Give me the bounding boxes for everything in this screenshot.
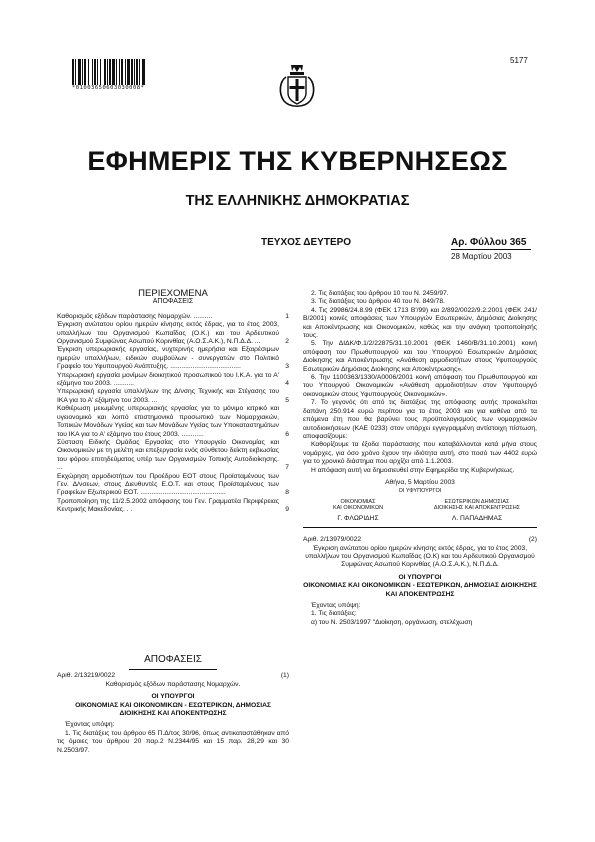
issue-label: ΤΕΥΧΟΣ ΔΕΥΤΕΡΟ [261,237,352,248]
coat-of-arms-icon [274,55,320,113]
contents-item-page: 9 [285,506,289,514]
left-role-2: ΚΑΙ ΟΙΚΟΝΟΜΙΚΩΝ [332,505,384,512]
sheet-number: Αρ. Φύλλου 365 [451,237,527,248]
decision-number: (1) [280,672,289,680]
contents-item [57,372,289,389]
signature-roles [303,499,537,512]
paragraph: 4. Τις 29986/24.8.99 (ΦΕΚ 1713 Β'/99) και 2/892/0022/9.2.2001 (ΦΕΚ 241/Β/2001) κοινές αποφάσεις των Υπουργών Εσωτερικών, Δημόσιας Διοίκησης και Αποκέντρωσης και Οικονομικών, καθώς και την ανάγκη τροποποίησής τους. [303,306,537,340]
barcode-number: *01003650603030008* [72,85,145,91]
decision-1 [57,656,289,755]
contents-item [57,473,289,498]
gazette-subtitle: ΤΗΣ ΕΛΛΗΝΙΚΗΣ ΔΗΜΟΚΡΑΤΙΑΣ [185,193,410,209]
decision-1-continued [303,290,537,475]
paragraph: 5. Την ΔΙΔΚ/Φ.1/2/22875/31.10.2001 (ΦΕΚ 1460/Β/31.10.2001) κοινή απόφαση του Πρωθυπουργού και του Υπουργού Εσωτερικών Δημόσιας Διοίκησης και Αποκέντρωσης «Ανάθεση αρμοδιοτήτων στους Υφυπουργούς Εσωτερικών Δημόσιας Διοίκησης και Αποκέντρωσης». [303,340,537,373]
page-number: 5177 [510,56,528,65]
contents-item-page: 1 [285,312,289,320]
barcode [72,59,188,93]
left-role-1: ΟΙΚΟΝΟΜΙΑΣ [340,498,376,505]
barcode-bar [145,59,146,85]
contents-item-text: Έγκριση υπερωριακής εργασίας, νυχτερινής ημερήσια και Εξαιρέσιμων ημερών υπαλλήλων, ειδικών συμβούλων - συνεργατών στο Πολιτικό Γραφείο του Υφυπουργού Ανάπτυξης. ...................................... [57,346,279,371]
paragraph: 7. Το γεγονός ότι από τις διατάξεις της απόφασης αυτής προκαλείται δαπάνη 250.914 ευρώ περίπου για το έτος 2003 και για καθένα από τα επόμενα έτη που θα βαρύνει τους προϋπολογισμούς των νομαρχιακών αυτοδιοικήσεων (ΚΑΕ 0233) στον υπάρχει εγγεγραμμένη αντίστοιχη πίστωση, αποφασίζουμε: [303,399,537,440]
contents-section [57,290,289,515]
right-signatory: Λ. ΠΑΠΑΔΗΜΑΣ [451,514,503,522]
having-regard: Έχοντας υπόψη: [311,602,361,609]
contents-item-text: Καθορισμός εξόδων παράστασης Νομαρχών. .......... [57,312,213,320]
divider [129,669,217,670]
signature-names [303,515,537,523]
left-signatory: Γ. ΦΛΩΡΙΔΗΣ [337,514,379,522]
contents-item-text: Υπερωριακή εργασία υπαλλήλων της Δ/νσης Τεχνικής και Στέγασης του ΙΚΑ για το Α' εξάμηνο του 2003. ... [57,388,279,404]
paragraph: Καθορίζουμε τα έξοδα παράστασης που καταβάλλονται κατά μήνα στους νομάρχες, για όσο χρόνο έχουν την ιδιότητα αυτή, στο ποσό των 4402 ευρώ για το χρονικό διάστημα που αρχίζει από 1.1.2003. [303,441,537,466]
contents-subheading: ΑΠΟΦΑΣΕΙΣ [152,298,194,306]
decision-ref: Αριθ. 2/13219/0022 [57,672,116,680]
contents-item-text: Έγκριση ανώτατου ορίου ημερών κίνησης εκτός έδρας, για το έτος 2003, υπαλλήλων του Οργανισμού Κωπαΐδας (Ο.Κ.) και του Αρδευτικού Οργανισμού Συμφώνας Ασωπού Κορινθίας (Α.Ο.Σ.Α.Κ.), Ν.Π.Δ.Δ. ... [57,321,279,346]
divider [303,527,537,528]
right-column [303,290,537,627]
decision-2 [303,536,537,627]
ministries: ΟΙΚΟΝΟΜΙΑΣ ΚΑΙ ΟΙΚΟΝΟΜΙΚΩΝ - ΕΣΩΤΕΡΙΚΩΝ, ΔΗΜΟΣΙΑΣ ΔΙΟΙΚΗΣΗΣ ΚΑΙ ΑΠΟΚΕΝΤΡΩΣΗΣ [75,701,271,718]
contents-item [57,405,289,439]
ministries: ΟΙΚΟΝΟΜΙΑΣ ΚΑΙ ΟΙΚΟΝΟΜΙΚΩΝ - ΕΣΩΤΕΡΙΚΩΝ, ΔΗΜΟΣΙΑΣ ΔΙΟΙΚΗΣΗΣ ΚΑΙ ΑΠΟΚΕΝΤΡΩΣΗΣ [303,582,537,598]
paragraph: 6. Την 1100363/1330/Α0006/2001 κοινή απόφαση του Πρωθυπουργού και του Υπουργού Οικονομικών «Ανάθεση αρμοδιοτήτων στον Υφυπουργό οικονομικών στους Υφυπουργούς Οικονομικών». [303,374,537,398]
contents-item-text: Σύσταση Ειδικής Ομάδας Εργασίας στο Υπουργείο Οικονομίας και Οικονομικών με τη μελέτη και επεξεργασία ενός σύνθετου δείκτη εκβιωσίας του φόρου επιτηδεύματος υπέρ των Οργανισμών Τοπικής Αυτοδιοίκησης. ... [57,438,279,472]
decisions-heading: ΑΠΟΦΑΣΕΙΣ [144,654,202,665]
paragraph: 3. Τις διατάξεις του άρθρου 40 του Ν. 849/78. [311,298,445,306]
contents-list [57,313,289,515]
contents-item-page: 6 [285,430,289,438]
decision-subject: Έγκριση ανώτατου ορίου ημερών κίνησης εκτός έδρας, για το έτος 2003, υπαλλήλων του Οργανισμού Κωπαΐδας (Ο.Κ) και του Αρδευτικού Οργανισμού Συμφώνας Ασωπού Κορινθίας (Α.Ο.Σ.Α.Κ.), Ν.Π.Δ.Δ. [305,544,535,569]
ministers-heading: ΟΙ ΥΠΟΥΡΓΟΙ [398,573,442,581]
contents-item [57,498,289,515]
issue-date: 28 Μαρτίου 2003 [451,252,512,261]
contents-item-page: 3 [285,363,289,371]
contents-item-text: Τροποποίηση της 11/2.5.2002 απόφασης του Γεν. Γραμματέα Περιφέρειας Κεντρικής Μακεδονίας. . . [57,497,279,514]
contents-item-page: 4 [285,380,289,388]
paragraph: α) του Ν. 2503/1997 "Διοίκηση, οργάνωση, στελέχωση [311,618,473,626]
contents-item [57,388,289,405]
contents-item [57,321,289,346]
contents-heading: ΠΕΡΙΕΧΟΜΕΝΑ [138,288,208,299]
ministers-heading: ΟΙ ΥΠΟΥΡΓΟΙ [151,693,195,701]
paragraph: 1. Τις διατάξεις: [311,610,357,618]
decision-number: (2) [528,536,537,544]
contents-item-page: 8 [285,489,289,497]
barcode-bars [72,59,188,85]
right-role-2: ΔΙΟΙΚΗΣΗΣ ΚΑΙ ΑΠΟΚΕΝΤΡΩΣΗΣ [433,505,521,512]
contents-item [57,346,289,371]
paragraph: 1. Τις διατάξεις του άρθρου 65 Π.Δ/τος 30/96, όπως αντικαταστάθηκαν από τις όμοιες του άρθρου 20 παρ.2 Ν.2344/95 και 15 παρ. 28,29 και 30 Ν.2503/97. [57,729,289,754]
contents-item [57,313,289,321]
gazette-title: ΕΦΗΜΕΡΙΣ ΤΗΣ ΚΥΒΕΡΝΗΣΕΩΣ [87,146,508,176]
paragraph: 2. Τις διατάξεις του άρθρου 10 του Ν. 2459/97. [311,290,449,297]
contents-item-text: Υπερωριακή εργασία μονίμων διοικητικού προσωπικού του Ι.Κ.Α. για το Α' εξάμηνο του 2003. ........... [57,371,279,388]
contents-item-page: 7 [285,464,289,472]
decision-ref: Αριθ. 2/13979/0022 [303,536,362,544]
having-regard: Έχοντας υπόψη: [65,721,115,729]
decision-subject: Καθορισμός εξόδων παράστασης Νομαρχών. [105,680,241,688]
divider [451,249,531,250]
contents-item-text: Καθιέρωση μειωμένης υπερωριακής εργασίας για το μόνιμο ιατρικό και υγειονομικό και λοιπό επιστημονικό προσωπικό των Νομαρχιακών, Τοπικών Μονάδων Υγείας και των Μονάδων Υγείας των Υποκαταστημάτων του ΙΚΑ για το Α' εξάμηνο του έτους 2003. ............ [57,405,279,438]
paragraph: Η απόφαση αυτή να δημοσιευθεί στην Εφημερίδα της Κυβερνήσεως. [311,466,515,474]
contents-item-page: 2 [285,338,289,346]
signing-ministers: ΟΙ ΥΦΥΠΟΥΡΓΟΙ [398,488,442,495]
contents-item [57,439,289,473]
right-role-1: ΕΣΩΤΕΡΙΚΩΝ ΔΗΜΟΣΙΑΣ [444,498,510,505]
contents-item-page: 5 [285,396,289,404]
contents-item-text: Εκχώρηση αρμοδιοτήτων του Προέδρου ΕΟΤ στους Προϊσταμένους των Γεν. Δ/νσεων, στους Διευθυντές Ε.Ο.Τ. και στους Προϊσταμένους των Γραφείων Εξωτερικού ΕΟΤ. .............................................. [57,472,279,497]
signing-place-date: Αθήνα, 5 Μαρτίου 2003 [385,478,455,486]
